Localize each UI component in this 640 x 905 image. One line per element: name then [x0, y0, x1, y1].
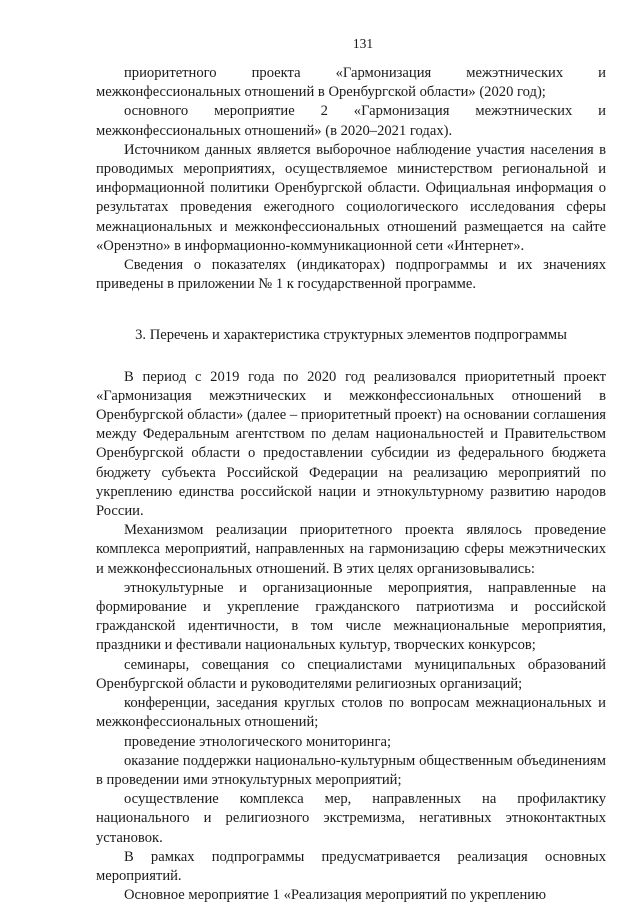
list-item: конференции, заседания круглых столов по вопросам межнациональных и межконфессиональных отношений;	[96, 695, 606, 731]
list-item: оказание поддержки национально-культурным общественным объединениям в проведении ими этнокультурных мероприятий;	[96, 752, 606, 788]
paragraph: Механизмом реализации приоритетного проекта являлось проведение комплекса мероприятий, направленных на гармонизацию сферы межэтнических и межконфессиональных отношений. В этих целях организовывались:	[96, 522, 606, 577]
paragraph: В рамках подпрограммы предусматривается реализация основных мероприятий.	[96, 848, 606, 884]
spacer	[96, 346, 606, 368]
list-item: осуществление комплекса мер, направленных на профилактику национального и религиозного экстремизма, негативных этноконтактных установок.	[96, 791, 606, 846]
paragraph: В период с 2019 года по 2020 год реализовался приоритетный проект «Гармонизация межэтнических и межконфессиональных отношений в Оренбургской области» (далее – приоритетный проект) на основании соглашения между Федеральным агентством по делам национальностей и Правительством Оренбургской области о предоставлении субсидии из федерального бюджета бюджету субъекта Российской Федерации на реализацию мероприятий по укреплению единства российской нации и этнокультурному развитию народов России.	[96, 368, 606, 520]
section-heading: 3. Перечень и характеристика структурных элементов подпрограммы	[135, 327, 567, 344]
paragraph: основного мероприятие 2 «Гармонизация межэтнических и межконфессиональных отношений» (в 2020–2021 годах).	[96, 103, 606, 139]
paragraph: Сведения о показателях (индикаторах) подпрограммы и их значениях приведены в приложении № 1 к государственной программе.	[96, 257, 606, 293]
paragraph: приоритетного проекта «Гармонизация межэтнических и межконфессиональных отношений в Оренбургской области» (2020 год);	[96, 65, 606, 101]
spacer	[96, 294, 606, 326]
list-item: проведение этнологического мониторинга;	[124, 733, 392, 750]
page-number: 131	[352, 36, 374, 51]
paragraph: Источником данных является выборочное наблюдение участия населения в проводимых мероприятиях, осуществляемое министерством региональной и информационной политики Оренбургской области. Официальная информация о результатах проведения ежегодного социологического исследования сферы межнациональных и межконфессиональных отношений размещается на сайте «Оренэтно» в информационно-коммуникационной сети «Интернет».	[96, 141, 606, 254]
document-body	[96, 64, 606, 905]
list-item: семинары, совещания со специалистами муниципальных образований Оренбургской области и руководителями религиозных организаций;	[96, 656, 606, 692]
list-item: этнокультурные и организационные мероприятия, направленные на формирование и укрепление гражданского патриотизма и российской гражданской идентичности, в том числе межнациональные мероприятия, праздники и фестивали национальных культур, творческих конкурсов;	[96, 579, 606, 654]
paragraph: Основное мероприятие 1 «Реализация мероприятий по укреплению	[124, 887, 547, 904]
